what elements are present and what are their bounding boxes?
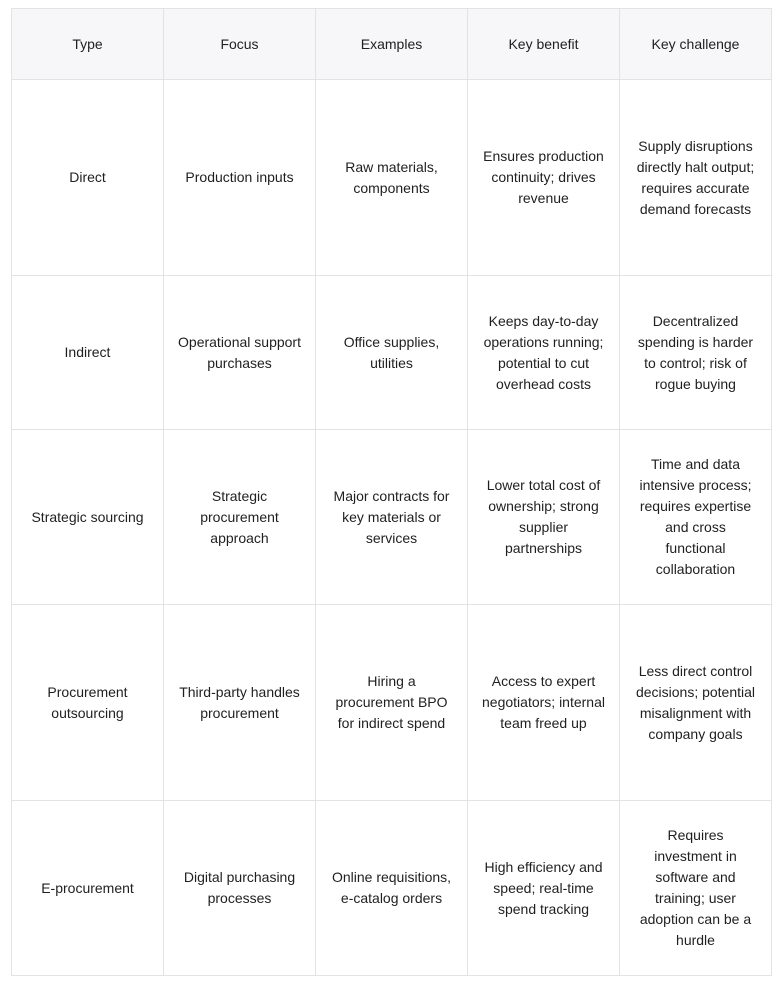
cell-examples: Major contracts for key materials or services [316,430,468,605]
cell-type: Procurement outsourcing [12,605,164,801]
cell-examples: Office supplies, utilities [316,276,468,430]
cell-key-benefit: Ensures production continuity; drives revenue [468,80,620,276]
header-type: Type [12,9,164,80]
cell-key-challenge: Requires investment in software and training; user adoption can be a hurdle [620,801,772,976]
procurement-types-table [11,8,772,976]
cell-focus: Strategic procurement approach [164,430,316,605]
cell-type: E-procurement [12,801,164,976]
cell-type: Indirect [12,276,164,430]
cell-type: Strategic sourcing [12,430,164,605]
table-row [12,605,772,801]
cell-examples: Online requisitions, e-catalog orders [316,801,468,976]
procurement-types-table-container [11,8,771,976]
cell-type: Direct [12,80,164,276]
table-row [12,80,772,276]
table-row [12,430,772,605]
cell-focus: Digital purchasing processes [164,801,316,976]
cell-key-challenge: Supply disruptions directly halt output; requires accurate demand forecasts [620,80,772,276]
cell-examples: Hiring a procurement BPO for indirect spend [316,605,468,801]
cell-key-benefit: Lower total cost of ownership; strong supplier partnerships [468,430,620,605]
cell-key-benefit: Access to expert negotiators; internal team freed up [468,605,620,801]
table-row [12,276,772,430]
table-row [12,801,772,976]
table-header-row [12,9,772,80]
header-focus: Focus [164,9,316,80]
cell-key-challenge: Decentralized spending is harder to control; risk of rogue buying [620,276,772,430]
cell-key-challenge: Time and data intensive process; requires expertise and cross functional collaboration [620,430,772,605]
cell-key-benefit: Keeps day-to-day operations running; potential to cut overhead costs [468,276,620,430]
cell-focus: Production inputs [164,80,316,276]
cell-examples: Raw materials, components [316,80,468,276]
header-key-benefit: Key benefit [468,9,620,80]
header-key-challenge: Key challenge [620,9,772,80]
cell-focus: Operational support purchases [164,276,316,430]
cell-key-challenge: Less direct control decisions; potential misalignment with company goals [620,605,772,801]
cell-focus: Third-party handles procurement [164,605,316,801]
header-examples: Examples [316,9,468,80]
cell-key-benefit: High efficiency and speed; real-time spend tracking [468,801,620,976]
